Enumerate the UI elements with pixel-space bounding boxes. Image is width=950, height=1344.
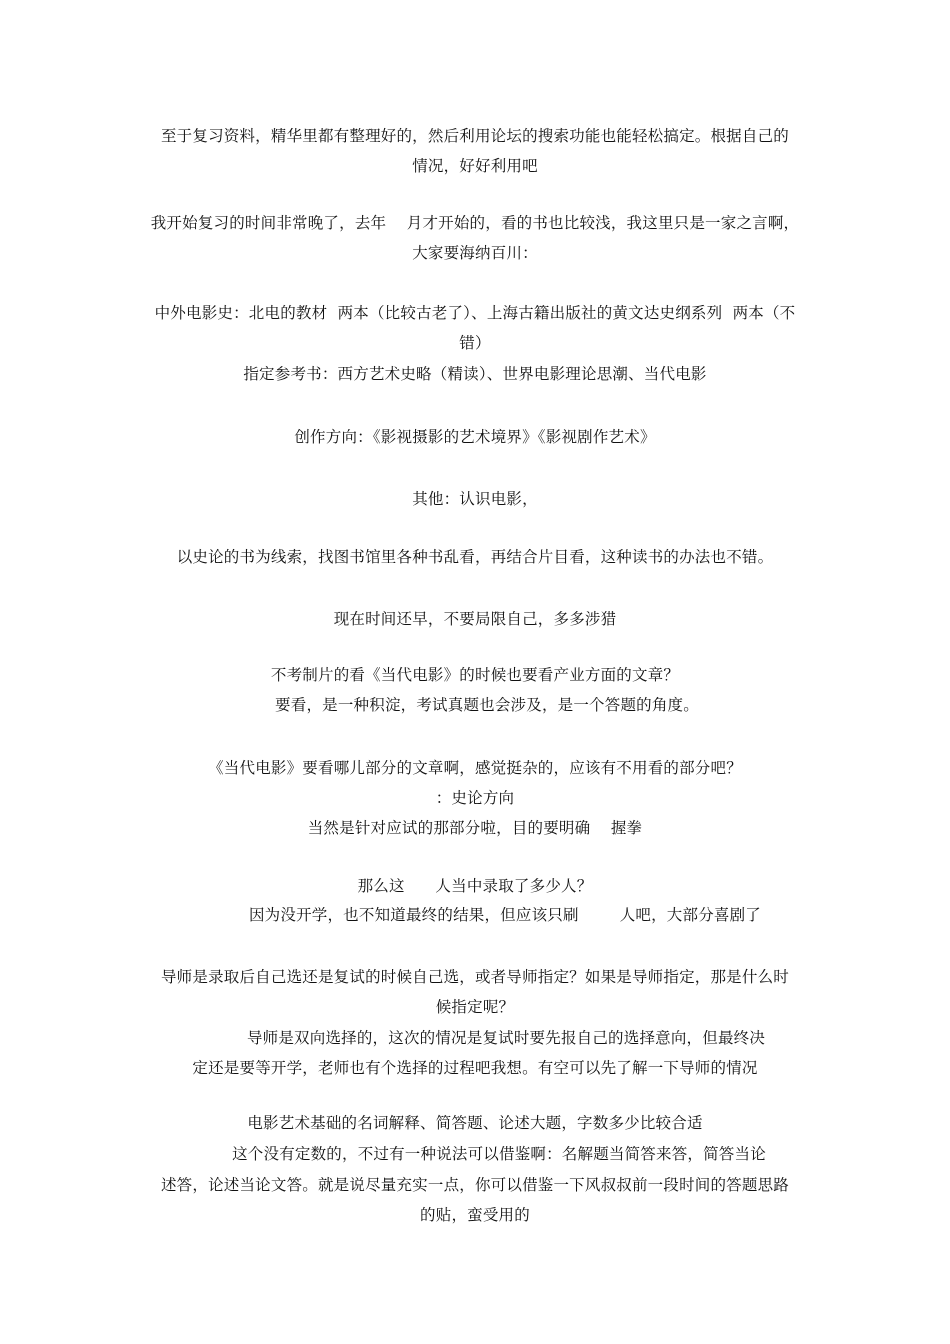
qa5-answer-3: 的贴，蛮受用的: [420, 1206, 530, 1224]
other-books-line: 其他：认识电影，: [412, 490, 538, 508]
qa1-question: 不考制片的看《当代电影》的时候也要看产业方面的文章？: [270, 666, 680, 684]
reading-method-line: 以史论的书为线索，找图书馆里各种书乱看，再结合片目看，这种读书的办法也不错。: [176, 548, 774, 566]
review-start-line-2: 大家要海纳百川：: [412, 244, 538, 262]
qa4-answer-1: 导师是双向选择的，这次的情况是复试时要先报自己的选择意向，但最终决: [246, 1029, 766, 1047]
reference-books-line: 指定参考书：西方艺术史略（精读）、世界电影理论思潮、当代电影: [243, 365, 707, 383]
qa3-answer: 因为没开学，也不知道最终的结果，但应该只刷 人吧，大部分喜剧了: [248, 906, 762, 924]
qa1-answer: 要看，是一种积淀，考试真题也会涉及，是一个答题的角度。: [275, 696, 699, 714]
qa4-question-2: 候指定呢？: [435, 998, 515, 1016]
review-start-line-1: 我开始复习的时间非常晚了，去年 月才开始的，看的书也比较浅，我这里只是一家之言啊，: [150, 214, 800, 232]
qa5-answer-2: 述答，论述当论文答。就是说尽量充实一点，你可以借鉴一下风叔叔前一段时间的答题思路: [160, 1176, 789, 1194]
qa2-question: 《当代电影》要看哪儿部分的文章啊，感觉挺杂的，应该有不用看的部分吧？: [208, 759, 742, 777]
film-history-books-line-1: 中外电影史：北电的教材 两本（比较古老了）、上海古籍出版社的黄文达史纲系列 两本（不: [154, 304, 796, 322]
qa3-question: 那么这 人当中录取了多少人？: [357, 877, 593, 895]
study-materials-line-1: 至于复习资料，精华里都有整理好的，然后利用论坛的搜索功能也能轻松搞定。根据自己的: [160, 127, 789, 145]
film-history-books-line-2: 错）: [459, 334, 491, 352]
qa2-answer-2: 当然是针对应试的那部分啦，目的要明确 握拳: [307, 819, 643, 837]
qa4-question-1: 导师是录取后自己选还是复试的时候自己选，或者导师指定？如果是导师指定，那是什么时: [160, 968, 789, 986]
qa5-question: 电影艺术基础的名词解释、简答题、论述大题，字数多少比较合适: [247, 1114, 703, 1132]
qa4-answer-2: 定还是要等开学，老师也有个选择的过程吧我想。有空可以先了解一下导师的情况: [192, 1059, 758, 1077]
qa5-answer-1: 这个没有定数的，不过有一种说法可以借鉴啊：名解题当简答来答，简答当论: [232, 1145, 766, 1163]
advice-line: 现在时间还早，不要局限自己，多多涉猎: [333, 610, 617, 628]
study-materials-line-2: 情况，好好利用吧: [412, 157, 538, 175]
creative-direction-line: 创作方向：《影视摄影的艺术境界》《影视剧作艺术》: [294, 428, 656, 446]
qa2-answer-1: ：史论方向: [435, 789, 515, 807]
